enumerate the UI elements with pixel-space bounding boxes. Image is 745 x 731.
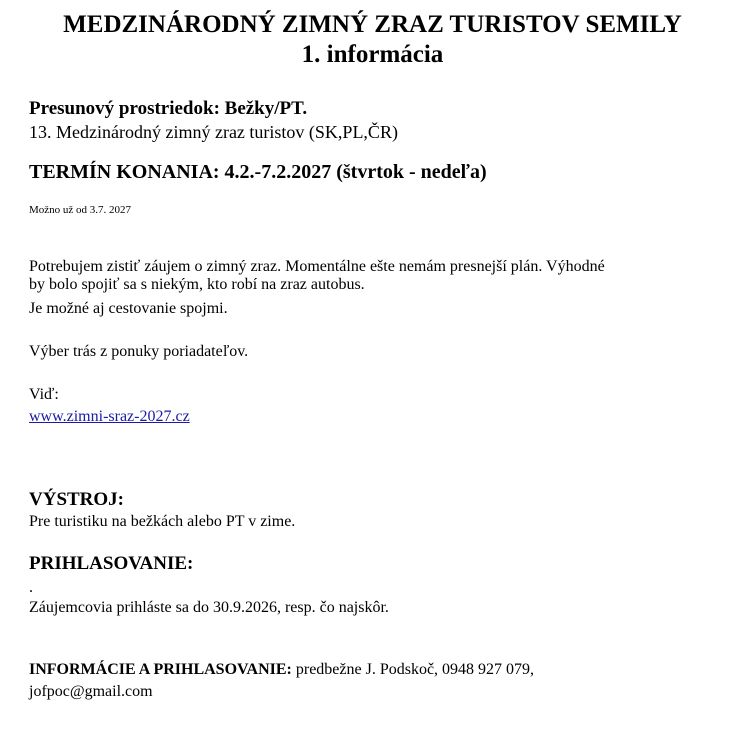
equipment-heading: VÝSTROJ: <box>29 489 125 510</box>
registration-dot: . <box>29 579 33 596</box>
website-link[interactable]: www.zimni-sraz-2027.cz <box>29 408 190 425</box>
contact-line <box>29 661 719 679</box>
document-title: MEDZINÁRODNÝ ZIMNÝ ZRAZ TURISTOV SEMILY <box>63 11 682 38</box>
contact-text: predbežne J. Podskoč, 0948 927 079, <box>291 661 535 678</box>
see-label: Viď: <box>29 386 59 403</box>
registration-text: Záujemcovia prihláste sa do 30.9.2026, resp. čo najskôr. <box>29 599 389 616</box>
interest-text-line2: by bolo spojiť sa s niekým, kto robí na zraz autobus. <box>29 276 365 293</box>
event-subtitle: 13. Medzinárodný zimný zraz turistov (SK,PL,ČR) <box>29 122 398 142</box>
website-link-row <box>29 408 719 426</box>
interest-text-line3: Je možné aj cestovanie spojmi. <box>29 300 228 317</box>
routes-text: Výber trás z ponuky poriadateľov. <box>29 343 249 360</box>
transport-heading: Presunový prostriedok: Bežky/PT. <box>29 98 308 119</box>
interest-text-line1: Potrebujem zistiť záujem o zimný zraz. Momentálne ešte nemám presnejší plán. Výhodné <box>29 258 605 275</box>
contact-email: jofpoc@gmail.com <box>29 683 153 700</box>
registration-heading: PRIHLASOVANIE: <box>29 553 194 574</box>
availability-note: Možno už od 3.7. 2027 <box>29 204 132 216</box>
equipment-text: Pre turistiku na bežkách alebo PT v zime. <box>29 513 296 530</box>
dates-heading: TERMÍN KONANIA: 4.2.-7.2.2027 (štvrtok - nedeľa) <box>29 161 487 183</box>
document-subtitle: 1. informácia <box>301 41 444 68</box>
contact-heading: INFORMÁCIE A PRIHLASOVANIE: <box>29 661 292 678</box>
